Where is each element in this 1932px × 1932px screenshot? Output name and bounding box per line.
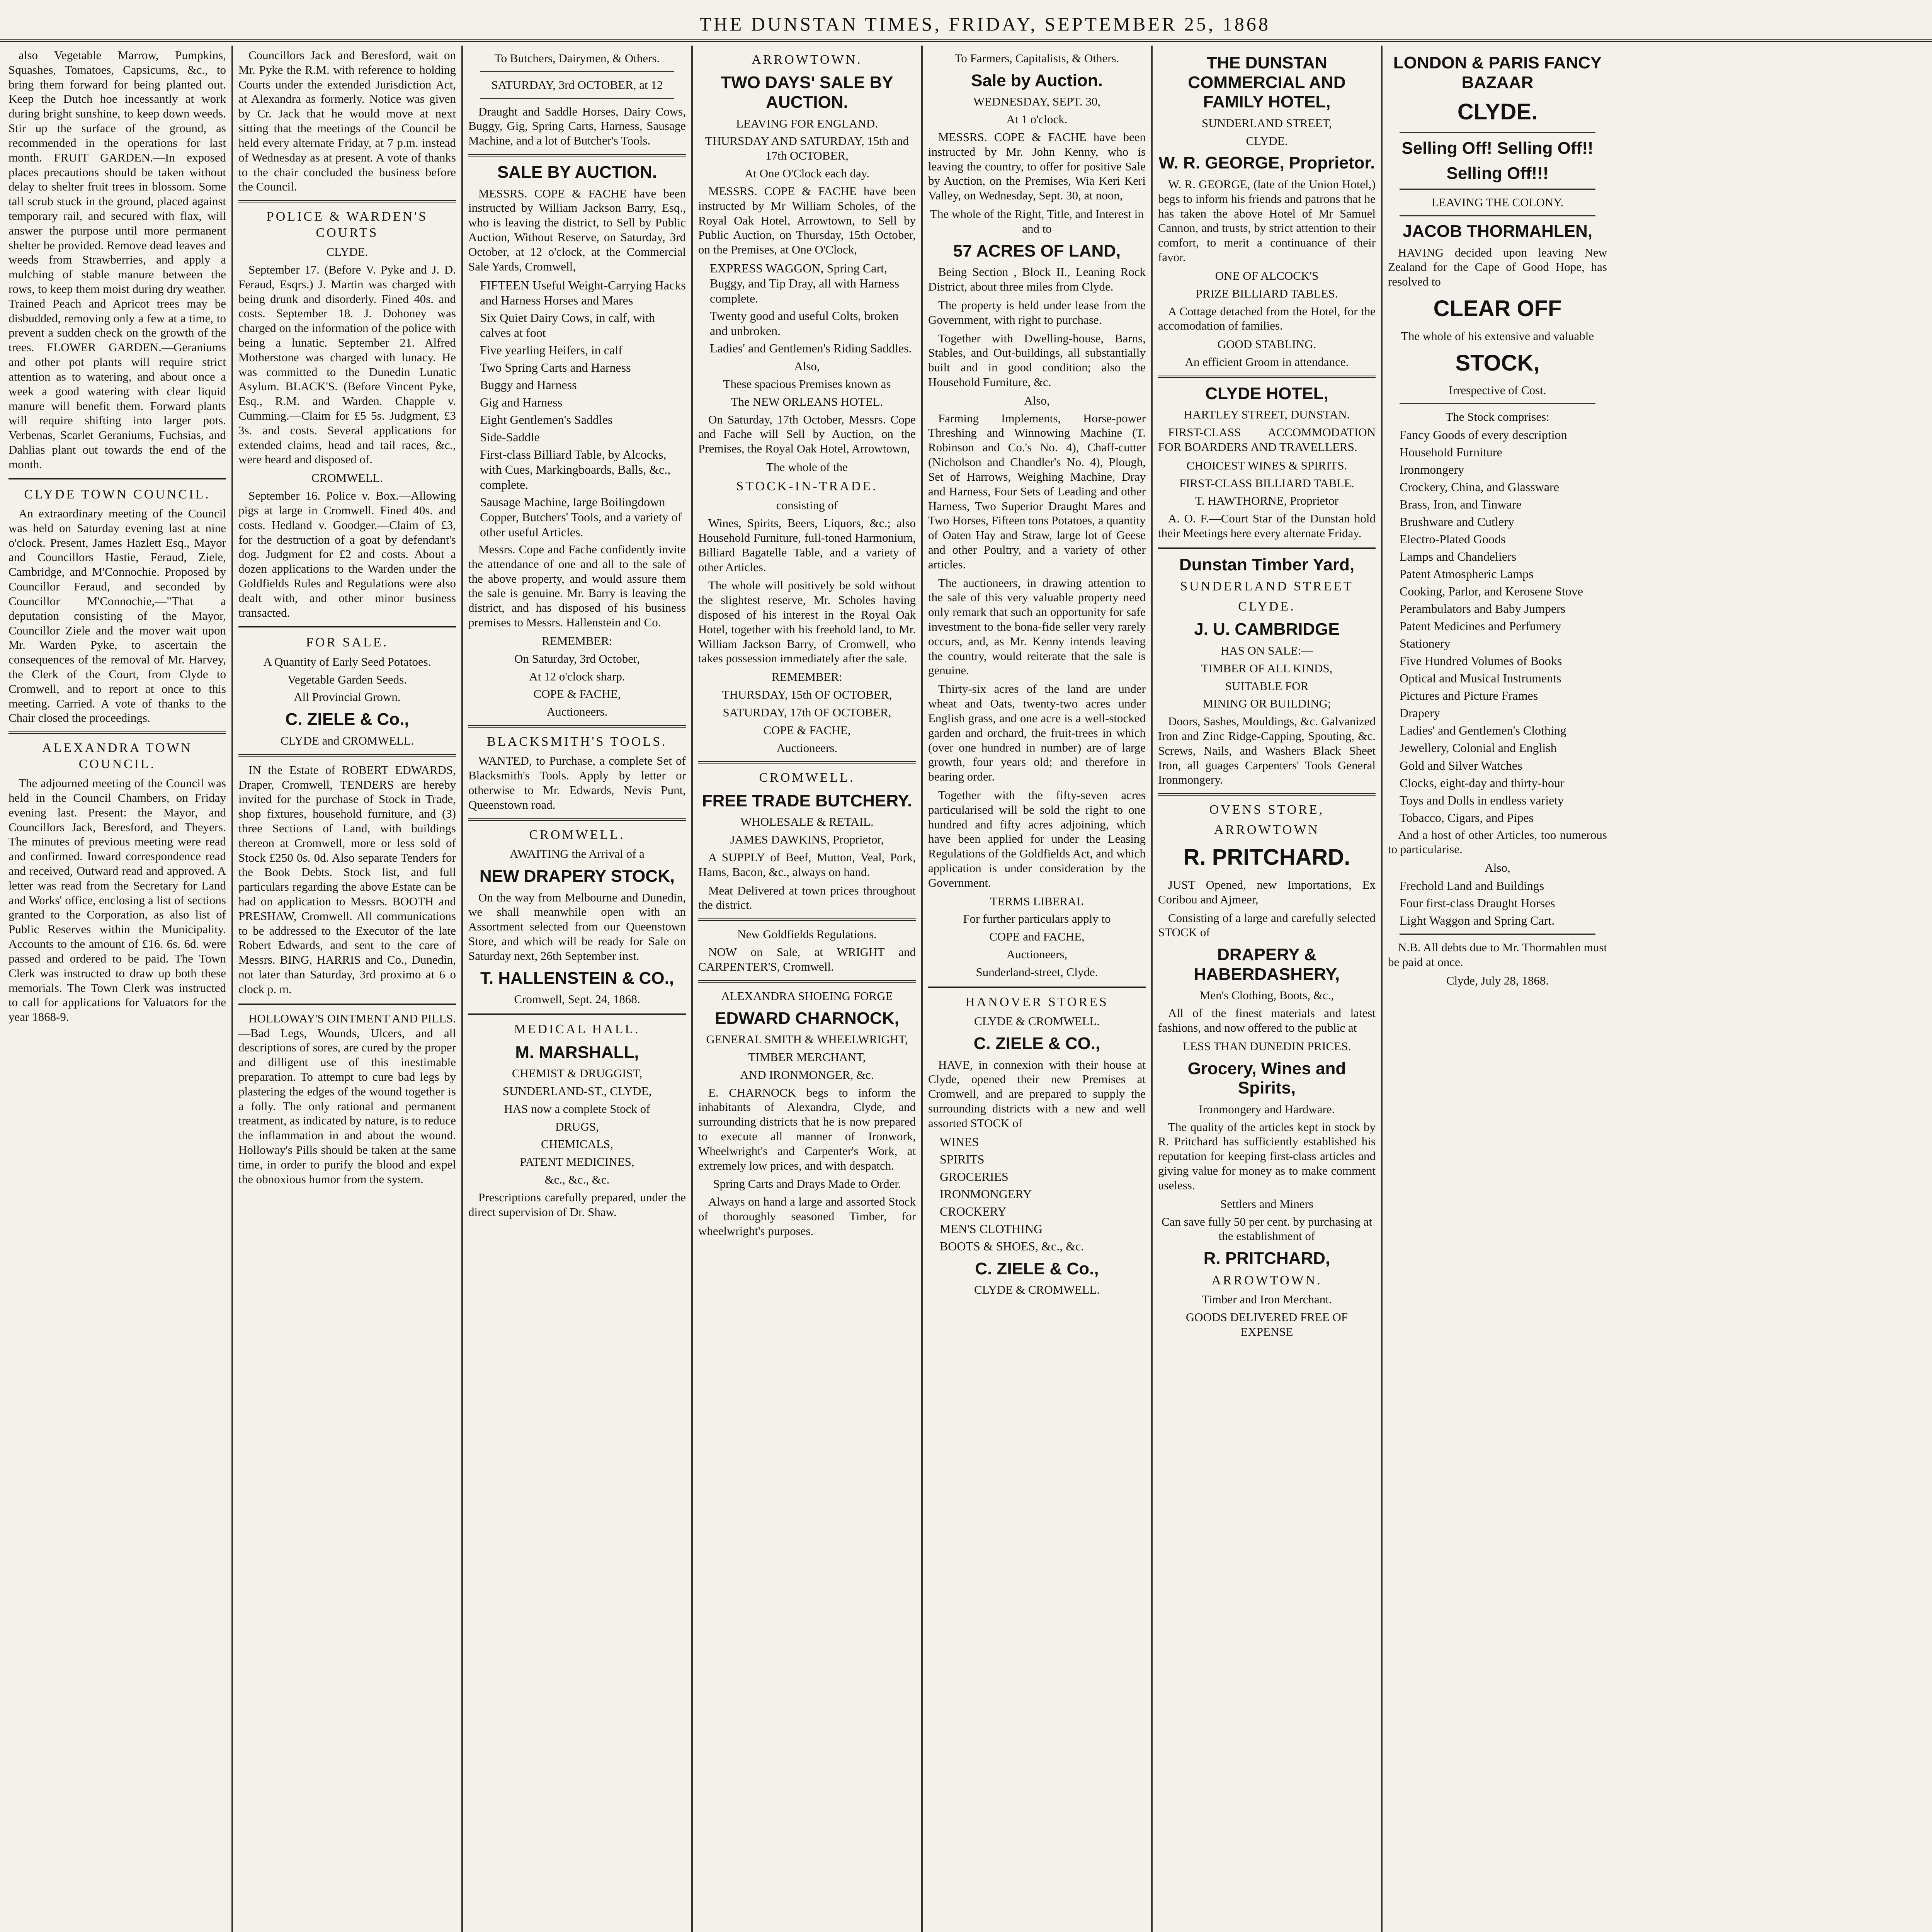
dawkins-name: JAMES DAWKINS, Proprietor, [730, 833, 884, 847]
forge-heading: ALEXANDRA SHOEING FORGE [721, 989, 893, 1003]
less-than-prices: LESS THAN DUNEDIN PRICES. [1182, 1039, 1351, 1053]
hanover-stores-heading: HANOVER STORES [965, 995, 1109, 1009]
remember-time: At 12 o'clock sharp. [529, 669, 625, 683]
for-sale-location: CLYDE and CROMWELL. [280, 733, 414, 747]
auction-heading: SALE BY AUCTION. [497, 163, 657, 182]
auction-item: EXPRESS WAGGON, Spring Cart, Buggy, and Tip Dray, all with Harness complete. [710, 261, 900, 306]
drapery-heading: NEW DRAPERY STOCK, [479, 866, 675, 886]
column-1 [3, 46, 233, 1932]
save-text: Can save fully 50 per cent. by purchasing at the establishment of [1162, 1214, 1372, 1243]
ziele-signature: C. ZIELE & Co., [975, 1259, 1099, 1278]
ovens-store-heading: OVENS STORE, [1209, 803, 1325, 817]
auction-item: Ladies' and Gentlemen's Riding Saddles. [710, 341, 912, 355]
reserve-text: The whole will positively be sold without the slightest reserve, Mr. Scholes having disposed of his interest in the Royal Oak Hotel, together with his freehold land, to Mr. William Jackson Barry, of Cromwell, who takes possession immediately after the sale. [698, 578, 916, 665]
auction-item: Six Quiet Dairy Cows, in calf, with calves at foot [480, 310, 655, 340]
column-7 [1383, 46, 1612, 1932]
spring-carts: Spring Carts and Drays Made to Order. [713, 1177, 901, 1191]
hotel-name: The NEW ORLEANS HOTEL. [731, 395, 883, 408]
divider [468, 154, 686, 156]
prescriptions: Prescriptions carefully prepared, under the direct supervision of Dr. Shaw. [468, 1190, 686, 1219]
cromwell-heading: CROMWELL. [529, 827, 625, 842]
grocery-heading: Grocery, Wines and Spirits, [1187, 1059, 1346, 1098]
also-label: Also, [794, 359, 820, 373]
timber-title: TIMBER MERCHANT, [748, 1050, 866, 1064]
finest-text: All of the finest materials and latest fashions, and now offered to the public at [1158, 1006, 1376, 1035]
stock-items: Wines, Spirits, Beers, Liquors, &c.; also Household Furniture, full-toned Harmonium, Billiard Bagatelle Table, and a variety of other Articles. [698, 516, 916, 574]
freehold-item: Four first-class Draught Horses [1400, 896, 1555, 910]
thormahlen-name: JACOB THORMAHLEN, [1402, 221, 1593, 241]
cromwell-heading: CROMWELL. [759, 770, 855, 785]
cromwell-court-text: September 16. Police v. Box.—Allowing pigs at large in Cromwell. Fined 40s. and costs. Hedland v. Goodger.—Claim of £3, for the destruction of a goat by defendant's dog. Judgment for £2 and costs. About a dozen applications to the Warden under the Goldfields Rules and Regulations were also dealt with, and other minor business transacted. [238, 489, 456, 619]
butchery-heading: FREE TRADE BUTCHERY. [702, 791, 912, 810]
hotel-town: CLYDE. [1246, 134, 1288, 148]
for-sale-line: A Quantity of Early Seed Potatoes. [263, 655, 431, 668]
two-days-sale-heading: TWO DAYS' SALE BY AUCTION. [721, 73, 893, 112]
auction-item: FIFTEEN Useful Weight-Carrying Hacks and Harness Horses and Mares [480, 278, 686, 307]
auction-item: Twenty good and useful Colts, broken and unbroken. [710, 309, 899, 338]
fifty-seven-text: Together with the fifty-seven acres particularised will be sold the right to one hundred and fifty acres adjoining, which have been applied for under the Leasing Regulations of the Goldfields Act, and which application is under consideration by the Government. [928, 788, 1146, 889]
stock-item: Perambulators and Baby Jumpers [1400, 602, 1566, 616]
remember-date: SATURDAY, 17th OF OCTOBER, [723, 705, 891, 719]
goods-delivered: GOODS DELIVERED FREE OF EXPENSE [1185, 1310, 1348, 1338]
stock-heading: STOCK, [1455, 350, 1540, 376]
divider [1158, 376, 1376, 378]
further-particulars: For further particulars apply to [963, 912, 1111, 926]
sale-intro: Draught and Saddle Horses, Dairy Cows, Buggy, Gig, Spring Carts, Harness, Sausage Machine, and a lot of Butcher's Tools. [468, 104, 686, 148]
farming-text: Farming Implements, Horse-power Threshing and Winnowing Machine (T. Robinson and Co.'s No. 4), Chaff-cutter (Nicholson and Chandler's No. 4), Plough, Set of Harrows, Weighing Machine, Dray and Harness, Four Sets of Leading and other Harness, Two Superior Draught Mares and Two Horses, Fifteen tons Potatoes, a quantity of Oaten Hay and Straw, large lot of Geese and other Poultry, and a variety of other articles. [928, 411, 1146, 571]
alexandra-council-heading: ALEXANDRA TOWN COUNCIL. [42, 741, 192, 771]
sale-date: SATURDAY, 3rd OCTOBER, at 12 [491, 78, 663, 92]
freehold-item: Frechold Land and Buildings [1400, 879, 1544, 893]
divider [1400, 934, 1595, 935]
stock-comprises: The Stock comprises: [1446, 410, 1549, 424]
stock-item: Stationery [1400, 636, 1451, 651]
selling-off-2: Selling Off!!! [1446, 163, 1549, 183]
ironmongery-heading: Ironmongery and Hardware. [1199, 1102, 1335, 1116]
ovens-town: ARROWTOWN [1214, 822, 1320, 837]
aof-text: A. O. F.—Court Star of the Dunstan hold their Meetings here every alternate Friday. [1158, 512, 1376, 540]
leaving-colony: LEAVING THE COLONY. [1431, 196, 1564, 209]
divider [1400, 132, 1595, 133]
blacksmith-text: WANTED, to Purchase, a complete Set of Blacksmith's Tools. Apply by letter or otherwise to Mr. Edwards, Nevis Punt, Queenstown road. [468, 754, 686, 811]
also-label: Also, [1485, 861, 1510, 875]
alexandra-council-text: The adjourned meeting of the Council was held in the Council Chambers, on Friday evening last. Present: the Mayor, and Councillors Jack, Beresford, and Theyers. The minutes of previous meeting were read and confirmed. Inward correspondence read and received, Outward read and approved. A letter was read from the Secretary for Land and Works' office, enclosing a list of sections granted to the Corporation, as also list of Public Reserves within the Municipality. Accounts to the amount of £16. 6s. 6d. were passed and ordered to be paid. The Town Clerk was instructed to draw up both these memorials. The Town Clerk was instructed to call for applications for Valuators for the year 1868-9. [9, 776, 226, 1024]
bazaar-town: CLYDE. [1457, 99, 1538, 125]
divider [1400, 189, 1595, 190]
saturday-text: On Saturday, 17th October, Messrs. Cope and Fache will Sell by Auction, on the Premises, the Royal Oak Hotel, Arrowtown, [698, 412, 916, 456]
stock-item: Brass, Iron, and Tinware [1400, 497, 1522, 512]
sale-by-auction: Sale by Auction. [971, 71, 1103, 90]
sale-date: WEDNESDAY, SEPT. 30, [973, 95, 1101, 109]
cottage-text: A Cottage detached from the Hotel, for the accomodation of families. [1158, 304, 1376, 333]
regulations-heading: New Goldfields Regulations. [737, 927, 877, 941]
goods-item: GROCERIES [940, 1169, 1009, 1184]
smith-title: GENERAL SMITH & WHEELWRIGHT, [706, 1032, 908, 1046]
clyde-hotel-heading: CLYDE HOTEL, [1205, 384, 1328, 403]
goods-item: CROCKERY [940, 1204, 1007, 1218]
timber-items: Doors, Sashes, Mouldings, &c. Galvanized Iron and Zinc Ridge-Capping, Spouting, &c. Screws, Nails, and Washers Black Sheet Iron, all guages Carpenters' Tools General Ironmongery. [1158, 714, 1376, 787]
stock-item: Tobacco, Cigars, and Pipes [1400, 810, 1534, 825]
auction-item: Sausage Machine, large Boilingdown Copper, Butchers' Tools, and a variety of other useful Articles. [480, 495, 682, 539]
clyde-council-text: An extraordinary meeting of the Council was held on Saturday evening last at nine o'clock. Present, James Hazlett Esq., Mayor and Councillors Hastie, Feraud, Ziele, Cambridge, and M'Connochie. Proposed by Councillor Feraud, and seconded by Councillor M'Connochie,—"That a deputation consisting of the Mayor, Councillor Ziele and the mover wait upon Mr. Warden Pyke, to ascertain the consequences of the removal of Mr. Harvey, the Clerk of the Court, from Clyde to Cromwell, and to report at once to this meeting. Carried. A vote of thanks to the Chair closed the proceedings. [9, 507, 226, 725]
stock-item: Jewellery, Colonial and English [1400, 741, 1557, 755]
auction-item: First-class Billiard Table, by Alcocks, with Cues, Markingboards, Balls, &c., complete. [480, 447, 671, 492]
pritchard-signature: R. PRITCHARD, [1203, 1249, 1330, 1268]
column-2 [233, 46, 463, 1932]
goods-item: BOOTS & SHOES, &c., &c. [940, 1239, 1084, 1253]
groom-line: An efficient Groom in attendance. [1185, 355, 1349, 369]
drugs: DRUGS, [555, 1119, 599, 1133]
selling-off-1: Selling Off! Selling Off!! [1401, 138, 1594, 158]
clyde-town: CLYDE. [1238, 599, 1296, 614]
thirty-six-text: Thirty-six acres of the land are under wheat and Oats, twenty-two acres under English grass, and one acre is a well-stocked garden and orchard, the fruit-trees in which (over one hundred in number) are of large growth, four years old; and therefore in bearing order. [928, 682, 1146, 784]
goods-item: MEN'S CLOTHING [940, 1221, 1043, 1236]
stock-item: Brushware and Cutlery [1400, 515, 1514, 529]
column-5 [923, 46, 1153, 1932]
clear-off: CLEAR OFF [1433, 296, 1562, 321]
dwelling-text: Together with Dwelling-house, Barns, Stables, and Out-buildings, all substantially built and in good condition; also the Household Furniture, &c. [928, 331, 1146, 389]
stock-item: Clocks, eight-day and thirty-hour [1400, 776, 1565, 790]
remember-date: THURSDAY, 15th OF OCTOBER, [722, 688, 892, 702]
stock-item: Ironmongery [1400, 462, 1464, 476]
attention-text: The auctioneers, in drawing attention to the sale of this very valuable property need only remark that such an opportunity for safe investment to the bona-fide seller very rarely occurs, and, as Mr. Kenny intends leaving the country, would reiterate that the sale is genuine. [928, 576, 1146, 677]
importations-text: JUST Opened, new Importations, Ex Coribou and Ajmeer, [1158, 878, 1376, 906]
stock-item: Ladies' and Gentlemen's Clothing [1400, 723, 1566, 738]
remember-label: REMEMBER: [772, 670, 842, 684]
police-courts-text: September 17. (Before V. Pyke and J. D. Feraud, Esqrs.) J. Martin was charged with being drunk and disorderly. Fined 40s. and costs. September 18. J. Dohoney was charged on the information of the police with being a lunatic. September 21. Alfred Motherstone was charged with lunacy. He was committed to the Dunedin Lunatic Asylum. BLACK'S. (Before Vincent Pyke, Esq., R.M. and Warden. Chapple v. Cumming.—Claim for £5 5s. Judgment, £3 3s. and costs. Several applications for extended claims, head and tail races, &c., were heard and disposed of. [238, 262, 456, 466]
auction-item: Gig and Harness [480, 395, 563, 409]
divider [9, 478, 226, 480]
blacksmith-heading: BLACKSMITH'S TOOLS. [487, 734, 667, 749]
also-label: Also, [1024, 393, 1050, 407]
medical-hall: MEDICAL HALL. [514, 1022, 640, 1037]
stock-item: Fancy Goods of every description [1400, 427, 1567, 442]
iron-title: AND IRONMONGER, &c. [740, 1068, 874, 1082]
hartley-street: HARTLEY STREET, DUNSTAN. [1184, 408, 1350, 422]
sale-dates: THURSDAY AND SATURDAY, 15th and 17th OCTOBER, [705, 134, 909, 163]
auction-item: Two Spring Carts and Harness [480, 360, 631, 374]
holloway-text: HOLLOWAY'S OINTMENT AND PILLS.—Bad Legs, Wounds, Ulcers, and all descriptions of sores, are cured by the proper and dilligent use of this inestimable preparation. To attempt to cure bad legs by plastering the edges of the wound together is a folly. The only rational and permanent treatment, as indicated by nature, is to reduce the inflammation in and about the wound. Holloway's Pills should be taken at the same time, in order to purify the blood and expel the obnoxious humor from the system. [238, 1011, 456, 1186]
whole-of: The whole of his extensive and valuable [1401, 329, 1594, 343]
dunstan-hotel-heading: THE DUNSTAN COMMERCIAL AND FAMILY HOTEL, [1188, 53, 1346, 112]
george-text: W. R. GEORGE, (late of the Union Hotel,) begs to inform his friends and patrons that he has taken the above Hotel of Mr Samuel Cannon, and trusts, by strict attention to their comfort, to merit a continuance of their favor. [1158, 177, 1376, 264]
chemicals: CHEMICALS, [541, 1137, 613, 1151]
drapery-pre: AWAITING the Arrival of a [510, 847, 645, 861]
arrowtown-signature: ARROWTOWN. [1211, 1273, 1322, 1287]
first-class-text: FIRST-CLASS ACCOMMODATION FOR BOARDERS AND TRAVELLERS. [1158, 425, 1376, 454]
farmers-heading: To Farmers, Capitalists, & Others. [954, 51, 1119, 65]
butchers-heading: To Butchers, Dairymen, & Others. [494, 51, 660, 65]
bazaar-date: Clyde, July 28, 1868. [1446, 973, 1549, 987]
edwards-estate-text: IN the Estate of ROBERT EDWARDS, Draper, Cromwell, TENDERS are hereby invited for the purchase of Stock in Trade, shop fixtures, household furniture, and (3) three Sections of Land, with buildings thereon at Cromwell, more or less sold of Stock £250 0s. 0d. Also separate Tenders for the Book Debts. Stock list, and full particulars regarding the above Estate can be had on application to Messrs. BOOTH and PRESHAW, Cromwell. All communications to be addressed to the Executor of the late Robert Edwards, and sent to the care of Messrs. BING, HARRIS and Co., Dunedin, not later than Saturday, 3rd proximo at 6 o clock p. m. [238, 763, 456, 996]
divider [468, 725, 686, 728]
auction-closing: Messrs. Cope and Fache confidently invite the attendance of one and all to the sale of the above property, and would assure them the sale is genuine. Mr. Barry is leaving the district, and has disposed of his business premises to Messrs. Hallenstein and Co. [468, 543, 686, 629]
stock-in-trade: STOCK-IN-TRADE. [736, 479, 878, 493]
for-sale-line: All Provincial Grown. [294, 690, 401, 704]
divider [1400, 215, 1595, 216]
stock-item: Five Hundred Volumes of Books [1400, 654, 1562, 668]
divider [698, 980, 916, 983]
for-sale-advertiser: C. ZIELE & Co., [285, 710, 409, 729]
newspaper-page [3, 46, 1932, 1932]
stock-item: Pictures and Picture Frames [1400, 689, 1538, 703]
settlers-heading: Settlers and Miners [1220, 1197, 1314, 1211]
auctioneer-name: COPE and FACHE, [989, 930, 1085, 944]
premises-line: These spacious Premises known as [723, 377, 891, 391]
nb-text: N.B. All debts due to Mr. Thormahlen must be paid at once. [1388, 940, 1607, 969]
goods-item: WINES [940, 1134, 979, 1149]
bazaar-heading: LONDON & PARIS FANCY BAZAAR [1393, 53, 1602, 92]
cromwell-subheading: CROMWELL. [311, 471, 383, 485]
column-4 [693, 46, 923, 1932]
marshall-street: SUNDERLAND-ST., CLYDE, [502, 1084, 652, 1098]
marshall-name: M. MARSHALL, [515, 1043, 639, 1062]
sale-time: At One O'Clock each day. [745, 167, 869, 180]
clyde-cromwell: CLYDE & CROMWELL. [974, 1283, 1100, 1297]
auction-text: MESSRS. COPE & FACHE have been instructed by William Jackson Barry, Esq., who is leaving the district, to Sell by Public Auction, Without Reserve, on Saturday, 3rd October, at 12 o'clock, at the Commercial Sale Yards, Cromwell, [468, 186, 686, 273]
stock-item: Household Furniture [1400, 445, 1502, 459]
divider [480, 71, 674, 72]
garden-operations-text: also Vegetable Marrow, Pumpkins, Squashes, Tomatoes, Capsicums, &c., to bring them forward for being planted out. Keep the Dutch hoe incessantly at work during bright sunshine, to keep down weeds. Stir up the surface of the ground, as recommended in the operations for last month. FRUIT GARDEN.—In exposed places precautions should be taken without delay to shelter fruit trees in blossom. Some tall scrub stuck in the ground, placed against temporary rail, and secured with flax, will answer the purpose until more permanent shelter be provided. Remove dead leaves and weeds from Strawberries, and apply a mulching of stable manure between the rows, to keep them moist during dry weather. Trained Peach and Apricot trees may be disbudded, removing only a few at a time, to prevent a sudden check on the growth of the trees. FLOWER GARDEN.—Geraniums and other pot plants will require strict attention as to watering, and about once a week a good watering with clear liquid manure will benefit them. Forward plants will require shifting into larger pots. Verbenas, Scarlet Geraniums, Fuchsias, and Dahlias plant out towards the end of the month. [9, 48, 226, 471]
auctioneer-title: Auctioneers, [1006, 947, 1068, 961]
wholesale-retail: WHOLESALE & RETAIL. [740, 815, 874, 829]
clyde-cromwell: CLYDE & CROMWELL. [974, 1014, 1100, 1028]
auction-item: Eight Gentlemen's Saddles [480, 412, 613, 427]
divider [480, 98, 674, 99]
right-title: The whole of the Right, Title, and Interest in and to [930, 207, 1144, 235]
irrespective-cost: Irrespective of Cost. [1449, 383, 1546, 397]
auctioneer-name: COPE & FACHE, [763, 723, 851, 737]
supply-text: A SUPPLY of Beef, Mutton, Veal, Pork, Hams, Bacon, &c., always on hand. [698, 850, 916, 879]
stock-item: Electro-Plated Goods [1400, 532, 1506, 546]
sale-time: At 1 o'clock. [1006, 112, 1068, 126]
police-courts-heading: POLICE & WARDEN'S COURTS [266, 209, 428, 240]
masthead: THE DUNSTAN TIMES, FRIDAY, SEPTEMBER 25, 1868 [0, 9, 1932, 42]
divider [928, 986, 1146, 988]
divider [238, 200, 456, 202]
chemist-title: CHEMIST & DRUGGIST, [512, 1066, 643, 1080]
auction-item: Side-Saddle [480, 430, 540, 444]
clyde-subheading: CLYDE. [326, 245, 368, 259]
host-text: And a host of other Articles, too numerous to particularise. [1388, 828, 1607, 856]
column-6 [1153, 46, 1383, 1932]
hawthorne-proprietor: T. HAWTHORNE, Proprietor [1195, 494, 1338, 508]
stock-item: Drapery [1400, 706, 1440, 720]
divider [238, 1003, 456, 1005]
for-sale-line: Vegetable Garden Seeds. [287, 672, 407, 686]
divider [1400, 403, 1595, 404]
george-proprietor: W. R. GEORGE, Proprietor. [1158, 153, 1375, 173]
drapery-text: On the way from Melbourne and Dunedin, we shall meanwhile open with an Assortment selected from our Queenstown Store, and which will be ready for Sale on Saturday next, 26th September inst. [468, 890, 686, 963]
lease-text: The property is held under lease from the Government, with right to purchase. [928, 298, 1146, 327]
divider [1158, 547, 1376, 549]
pritchard-name: R. PRITCHARD. [1183, 845, 1350, 870]
having-text: HAVING decided upon leaving New Zealand for the Cape of Good Hope, has resolved to [1388, 245, 1607, 289]
stock-item: Patent Medicines and Perfumery [1400, 619, 1561, 633]
ziele-name: C. ZIELE & CO., [973, 1034, 1100, 1053]
meat-text: Meat Delivered at town prices throughout the district. [698, 883, 916, 912]
consisting-of: consisting of [776, 498, 838, 512]
remember-label: REMEMBER: [542, 634, 612, 648]
hallenstein-date: Cromwell, Sept. 24, 1868. [514, 992, 640, 1006]
leaving-england: LEAVING FOR ENGLAND. [736, 116, 878, 130]
remember-date: On Saturday, 3rd October, [514, 651, 640, 665]
clyde-council-heading: CLYDE TOWN COUNCIL. [24, 487, 211, 502]
divider [1158, 793, 1376, 796]
terms-liberal: TERMS LIBERAL [990, 894, 1084, 908]
goods-item: SPIRITS [940, 1152, 985, 1166]
charnock-name: EDWARD CHARNOCK, [715, 1009, 899, 1028]
charnock-text: E. CHARNOCK begs to inform the inhabitants of Alexandra, Clyde, and surrounding districts that he is now prepared to execute all manner of Ironwork, Wheelwright's and Carpenter's Work, at extremely low prices, and with despatch. [698, 1085, 916, 1172]
cambridge-name: J. U. CAMBRIDGE [1194, 620, 1340, 639]
goods-item: IRONMONGERY [940, 1187, 1032, 1201]
has-now: HAS now a complete Stock of [504, 1102, 650, 1116]
consisting-text: Consisting of a large and carefully selected STOCK of [1158, 911, 1376, 939]
for-sale-heading: FOR SALE. [306, 635, 389, 650]
acres-heading: 57 ACRES OF LAND, [953, 241, 1121, 260]
sunderland-street: SUNDERLAND STREET [1180, 579, 1354, 594]
divider [698, 761, 916, 764]
billiard-tables: PRIZE BILLIARD TABLES. [1196, 286, 1338, 300]
auctioneer-street: Sunderland-street, Clyde. [976, 965, 1098, 979]
stock-item: Patent Atmospheric Lamps [1400, 567, 1534, 581]
choicest-wines: CHOICEST WINES & SPIRITS. [1186, 458, 1347, 472]
alcock-label: ONE OF ALCOCK'S [1215, 269, 1319, 282]
kenny-intro: MESSRS. COPE & FACHE have been instructed by Mr. John Kenny, who is leaving the country, to offer for positive Sale by Auction, on the Premises, Wia Keri Keri Valley, on Wednesday, Sept. 30, at noon, [928, 130, 1146, 202]
drapery-heading: DRAPERY & HABERDASHERY, [1194, 945, 1340, 984]
quality-text: The quality of the articles kept in stock by R. Pritchard has sufficiently established his reputation for keeping first-class articles and giving value for money as to make comment useless. [1158, 1120, 1376, 1192]
good-stabling: GOOD STABLING. [1217, 337, 1316, 351]
stock-item: Cooking, Parlor, and Kerosene Stove [1400, 584, 1583, 599]
mens-clothing: Men's Clothing, Boots, &c., [1199, 988, 1334, 1002]
etc: &c., &c., &c. [544, 1172, 610, 1186]
mining-building: MINING OR BUILDING; [1202, 697, 1331, 711]
whole-of: The whole of the [766, 460, 848, 474]
stock-item: Crockery, China, and Glassware [1400, 480, 1559, 494]
council-continued-text: Councillors Jack and Beresford, wait on Mr. Pyke the R.M. with reference to holding Courts under the extended Jurisdiction Act, at Alexandra as formerly. Notice was given by Cr. Jack that he would move at next sitting that the meetings of the Council be held every alternate Friday, at 7 p.m. instead of Wednesday as at present. A vote of thanks to the chair concluded the business before the Council. [238, 48, 456, 194]
auctioneer-name: COPE & FACHE, [533, 687, 621, 701]
billiard-table: FIRST-CLASS BILLIARD TABLE. [1179, 476, 1355, 490]
has-on-sale: HAS ON SALE:— [1220, 643, 1313, 657]
hallenstein-name: T. HALLENSTEIN & CO., [480, 968, 674, 988]
auctioneer-title: Auctioneers. [776, 741, 838, 755]
stock-item: Lamps and Chandeliers [1400, 549, 1517, 564]
divider [468, 818, 686, 821]
auction-item: Five yearling Heifers, in calf [480, 343, 622, 357]
auction-item: Buggy and Harness [480, 378, 577, 392]
freehold-item: Light Waggon and Spring Cart. [1400, 913, 1555, 928]
timber-kinds: TIMBER OF ALL KINDS, [1201, 661, 1333, 675]
auctioneer-title: Auctioneers. [546, 705, 608, 719]
hotel-street: SUNDERLAND STREET, [1202, 116, 1332, 130]
sale-intro: MESSRS. COPE & FACHE have been instructed by Mr William Scholes, of the Royal Oak Hotel, Arrowtown, to Sell by Public Auction, on Thursday, 15th October, on the Premises, at One O'Clock, [698, 184, 916, 257]
divider [9, 731, 226, 734]
stock-item: Gold and Silver Watches [1400, 758, 1522, 772]
stock-item: Toys and Dolls in endless variety [1400, 793, 1564, 807]
ziele-text: HAVE, in connexion with their house at Clyde, opened their new Premises at Cromwell, and are prepared to supply the surrounding districts with a new and well assorted STOCK of [928, 1058, 1146, 1130]
patent-medicines: PATENT MEDICINES, [520, 1155, 634, 1169]
suitable-for: SUITABLE FOR [1225, 679, 1309, 693]
divider [698, 918, 916, 921]
column-3 [463, 46, 693, 1932]
always-text: Always on hand a large and assorted Stock of thoroughly seasoned Timber, for wheelwright's purposes. [698, 1195, 916, 1238]
regulations-text: NOW on Sale, at WRIGHT and CARPENTER'S, Cromwell. [698, 945, 916, 973]
divider [238, 754, 456, 757]
divider [238, 626, 456, 628]
divider [468, 1013, 686, 1015]
timber-yard-heading: Dunstan Timber Yard, [1179, 555, 1355, 574]
section-text: Being Section , Block II., Leaning Rock District, about three miles from Clyde. [928, 265, 1146, 294]
timber-iron-merchant: Timber and Iron Merchant. [1202, 1293, 1332, 1306]
arrowtown-heading: ARROWTOWN. [752, 53, 862, 67]
stock-item: Optical and Musical Instruments [1400, 671, 1561, 685]
